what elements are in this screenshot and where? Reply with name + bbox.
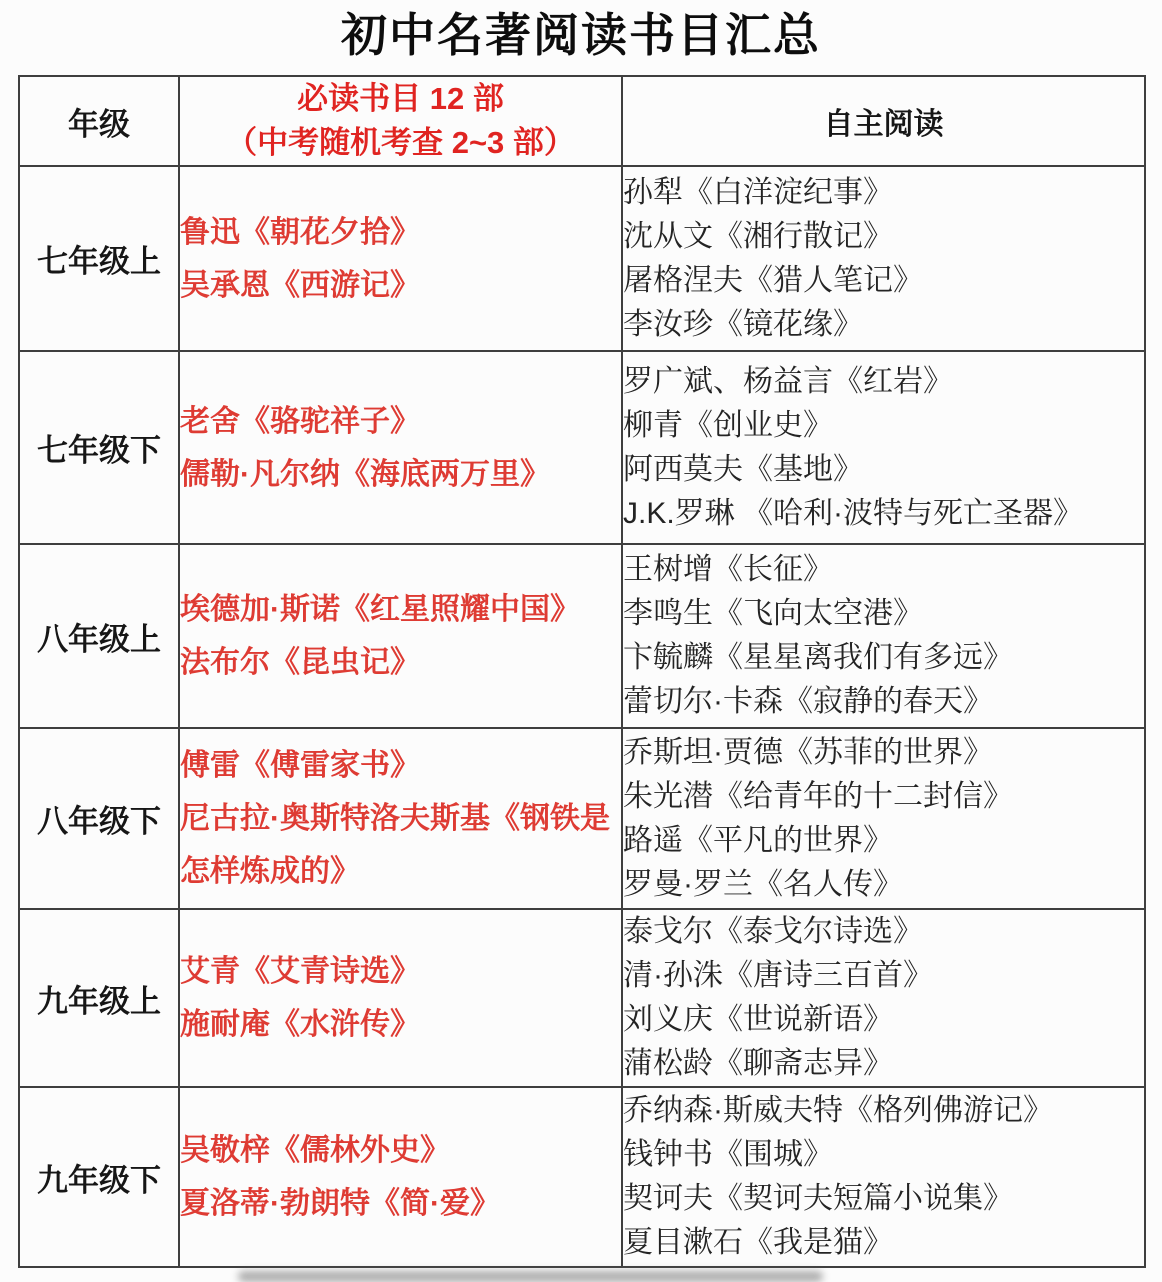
independent-book: 泰戈尔《泰戈尔诗选》 bbox=[623, 915, 923, 948]
table-row-grade8-1 bbox=[19, 544, 1145, 728]
independent-book: 阿西莫夫《基地》 bbox=[623, 452, 863, 486]
independent-books-cell bbox=[622, 351, 1145, 544]
grade-label: 九年级下 bbox=[19, 1087, 179, 1267]
header-row bbox=[19, 76, 1145, 166]
header-required bbox=[179, 76, 622, 166]
independent-book: 钱钟书《围城》 bbox=[623, 1138, 833, 1171]
required-book: 傅雷《傅雷家书》 bbox=[180, 749, 420, 782]
independent-books-cell bbox=[622, 544, 1145, 728]
independent-book: 罗广斌、杨益言《红岩》 bbox=[623, 364, 953, 398]
independent-book: 清·孙洙《唐诗三百首》 bbox=[623, 959, 933, 992]
independent-books-cell bbox=[622, 909, 1145, 1087]
independent-book: 蒲松龄《聊斋志异》 bbox=[623, 1047, 893, 1080]
independent-books-cell bbox=[622, 728, 1145, 909]
grade-label: 九年级上 bbox=[19, 909, 179, 1087]
header-required-line1: 必读书目 12 部 bbox=[297, 81, 504, 116]
independent-book: 李汝珍《镜花缘》 bbox=[623, 307, 863, 341]
independent-book: 乔纳森·斯威夫特《格列佛游记》 bbox=[623, 1094, 1053, 1127]
independent-books-cell bbox=[622, 1087, 1145, 1267]
independent-book: 沈从文《湘行散记》 bbox=[623, 219, 893, 253]
required-book: 法布尔《昆虫记》 bbox=[180, 646, 420, 679]
table-row-grade7-2 bbox=[19, 351, 1145, 544]
required-books-cell bbox=[179, 166, 622, 351]
required-book: 老舍《骆驼祥子》 bbox=[180, 404, 420, 438]
required-books-cell bbox=[179, 544, 622, 728]
header-required-line2: （中考随机考查 2~3 部） bbox=[226, 125, 575, 160]
cropped-text-artifact bbox=[238, 1271, 823, 1282]
independent-book: 刘义庆《世说新语》 bbox=[623, 1003, 893, 1036]
grade-label: 七年级上 bbox=[19, 166, 179, 351]
required-book: 夏洛蒂·勃朗特《简·爱》 bbox=[180, 1187, 500, 1220]
grade-label: 八年级下 bbox=[19, 728, 179, 909]
required-books-cell bbox=[179, 728, 622, 909]
required-book: 施耐庵《水浒传》 bbox=[180, 1008, 420, 1041]
independent-book: J.K.罗琳 《哈利·波特与死亡圣器》 bbox=[623, 496, 1084, 530]
independent-book: 李鸣生《飞向太空港》 bbox=[623, 597, 923, 630]
independent-book: 柳青《创业史》 bbox=[623, 408, 833, 442]
independent-book: 罗曼·罗兰《名人传》 bbox=[623, 867, 903, 901]
independent-book: 乔斯坦·贾德《苏菲的世界》 bbox=[623, 735, 993, 769]
header-grade: 年级 bbox=[19, 76, 179, 166]
required-book: 吴敬梓《儒林外史》 bbox=[180, 1134, 450, 1167]
grade-label: 七年级下 bbox=[19, 351, 179, 544]
independent-book: 朱光潜《给青年的十二封信》 bbox=[623, 779, 1013, 813]
independent-book: 蕾切尔·卡森《寂静的春天》 bbox=[623, 685, 993, 718]
required-book: 吴承恩《西游记》 bbox=[180, 268, 420, 302]
independent-book: 夏目漱石《我是猫》 bbox=[623, 1226, 893, 1259]
independent-book: 路遥《平凡的世界》 bbox=[623, 823, 893, 857]
reading-list-table bbox=[18, 75, 1146, 1268]
grade-label: 八年级上 bbox=[19, 544, 179, 728]
header-independent: 自主阅读 bbox=[622, 76, 1145, 166]
required-books-cell bbox=[179, 1087, 622, 1267]
table-row-grade8-2 bbox=[19, 728, 1145, 909]
independent-book: 孙犁《白洋淀纪事》 bbox=[623, 175, 893, 209]
table-row-grade7-1 bbox=[19, 166, 1145, 351]
required-book: 艾青《艾青诗选》 bbox=[180, 955, 420, 988]
independent-book: 契诃夫《契诃夫短篇小说集》 bbox=[623, 1182, 1013, 1215]
independent-book: 卞毓麟《星星离我们有多远》 bbox=[623, 641, 1013, 674]
independent-book: 屠格涅夫《猎人笔记》 bbox=[623, 263, 923, 297]
required-books-cell bbox=[179, 909, 622, 1087]
required-books-cell bbox=[179, 351, 622, 544]
required-book: 埃德加·斯诺《红星照耀中国》 bbox=[180, 593, 580, 626]
required-book: 尼古拉·奥斯特洛夫斯基《钢铁是怎样炼成的》 bbox=[180, 802, 610, 888]
independent-book: 王树增《长征》 bbox=[623, 553, 833, 586]
table-row-grade9-2 bbox=[19, 1087, 1145, 1267]
independent-books-cell bbox=[622, 166, 1145, 351]
required-book: 鲁迅《朝花夕拾》 bbox=[180, 215, 420, 249]
required-book: 儒勒·凡尔纳《海底两万里》 bbox=[180, 457, 550, 491]
page-title: 初中名著阅读书目汇总 bbox=[341, 9, 821, 61]
table-row-grade9-1 bbox=[19, 909, 1145, 1087]
